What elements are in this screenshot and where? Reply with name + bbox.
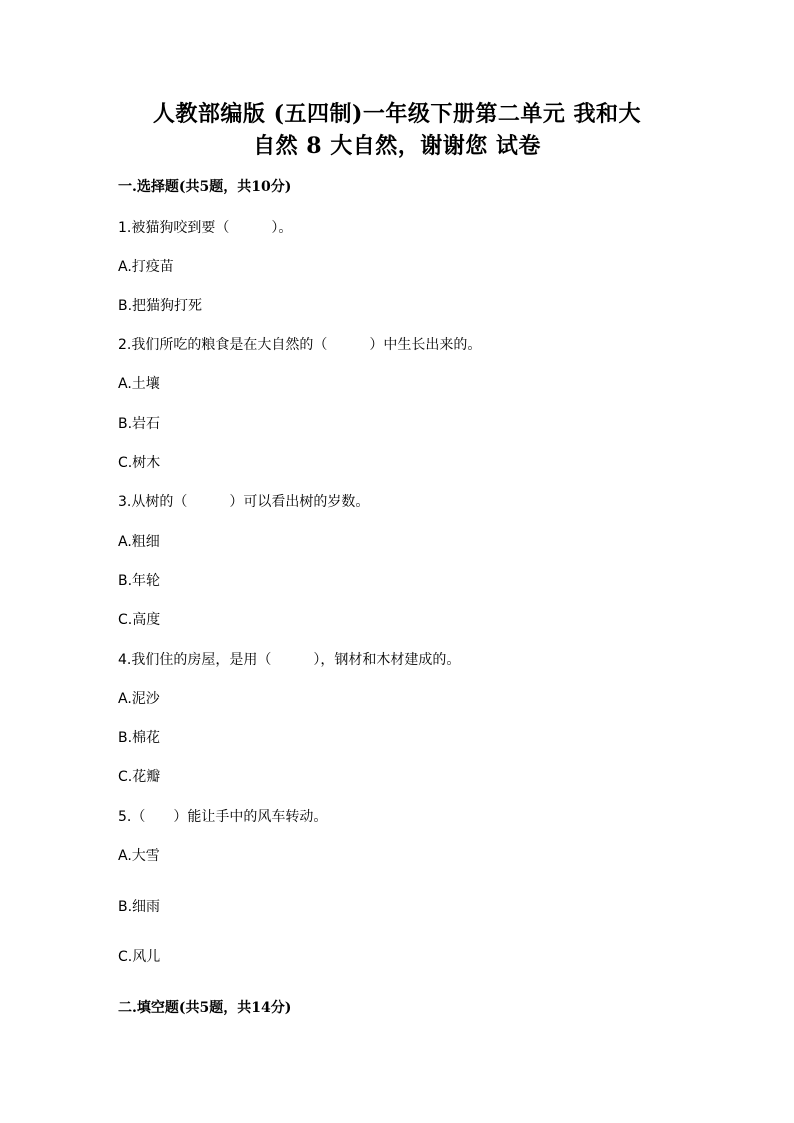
question-3-option-a: A.粗细 bbox=[118, 534, 160, 550]
question-stem-2: 2.我们所吃的粮食是在大自然的（ ）中生长出来的。 bbox=[118, 337, 482, 353]
question-4-option-c: C.花瓣 bbox=[118, 769, 161, 785]
question-3-option-b: B.年轮 bbox=[118, 573, 161, 589]
question-4-option-a: A.泥沙 bbox=[118, 691, 160, 707]
question-5-option-b: B.细雨 bbox=[118, 899, 161, 915]
question-2-option-b: B.岩石 bbox=[118, 416, 161, 432]
section-heading-fill-blank: 二.填空题(共5题，共14分) bbox=[118, 1000, 292, 1016]
question-2-option-c: C.树木 bbox=[118, 455, 161, 471]
page-title-line-1: 人教部编版 (五四制)一年级下册第二单元 我和大 bbox=[152, 101, 642, 127]
question-2-option-a: A.土壤 bbox=[118, 376, 160, 392]
question-1-option-b: B.把猫狗打死 bbox=[118, 298, 203, 314]
section-heading-choice: 一.选择题(共5题，共10分) bbox=[118, 179, 292, 195]
question-5-option-a: A.大雪 bbox=[118, 848, 160, 864]
question-stem-1: 1.被猫狗咬到要（ ）。 bbox=[118, 220, 293, 236]
question-1-option-a: A.打疫苗 bbox=[118, 259, 174, 275]
question-stem-4: 4.我们住的房屋，是用（ ），钢材和木材建成的。 bbox=[118, 652, 461, 668]
question-stem-5: 5.（ ）能让手中的风车转动。 bbox=[118, 809, 328, 825]
question-stem-3: 3.从树的（ ）可以看出树的岁数。 bbox=[118, 494, 370, 510]
question-5-option-c: C.风儿 bbox=[118, 949, 161, 965]
question-4-option-b: B.棉花 bbox=[118, 730, 161, 746]
question-3-option-c: C.高度 bbox=[118, 612, 161, 628]
page-title-line-2: 自然 8 大自然，谢谢您 试卷 bbox=[253, 133, 541, 159]
